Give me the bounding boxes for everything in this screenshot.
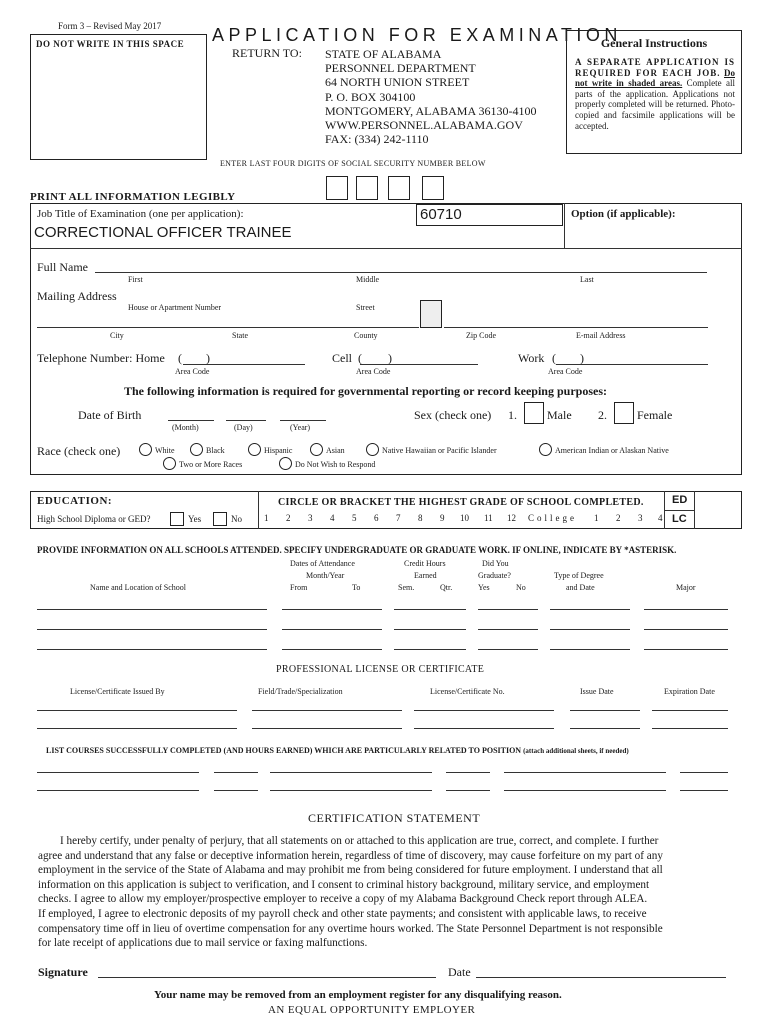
footer-disqualify: Your name may be removed from an employment register for any disqualifying reason. [154, 989, 562, 1001]
ged-no-checkbox[interactable] [213, 512, 227, 526]
circle-grade-label: CIRCLE OR BRACKET THE HIGHEST GRADE OF SCHOOL COMPLETED. [278, 497, 644, 508]
option-label: Option (if applicable): [571, 208, 676, 220]
license-title: PROFESSIONAL LICENSE OR CERTIFICATE [276, 664, 485, 675]
form-id: Form 3 – Revised May 2017 [58, 21, 162, 31]
instructions-title: General Instructions [600, 36, 708, 50]
form-title: APPLICATION FOR EXAMINATION [212, 25, 622, 45]
certification-text: I hereby certify, under penalty of perjury, that all statements on or attached to this application are true, correct, and complete. I further agree and understand that any false or deceptive information herein, regardless of time of discovery, may cause forfeiture on my part of any employment in the service of the State of Alabama and may prohibit me from being considered for future employment. I understand that all information on this application is subject to verification, and I consent to criminal history background, military service, and employment checks. I agree to allow my employer/prospective employer to receive a copy of my Alabama Background Check report through ALEA. If employed, I agree to electronic deposits of my payroll check and other state payments; and consistent with applicable laws, to receive compensatory time off in lieu of overtime compensation for any overtime hours worked. The State Personnel Department is not responsible for late receipt of applications due to mail service or faxing malfunctions. [38, 835, 663, 950]
race-native-hawaiian-radio[interactable] [366, 443, 379, 456]
race-label: Race (check one) [37, 444, 121, 458]
do-not-write-label: DO NOT WRITE IN THIS SPACE [36, 39, 185, 49]
return-to-label: RETURN TO: [232, 46, 302, 60]
ssn-digit-2[interactable] [356, 176, 378, 200]
race-do-not-wish-radio[interactable] [279, 457, 292, 470]
dob-month-line[interactable] [168, 420, 214, 421]
phone-work-line[interactable] [556, 364, 708, 365]
phone-home-label: Telephone Number: Home [37, 351, 165, 365]
full-name-label: Full Name [37, 260, 88, 274]
race-hispanic-radio[interactable] [248, 443, 261, 456]
race-american-indian-radio[interactable] [539, 443, 552, 456]
dob-day-line[interactable] [226, 420, 266, 421]
provide-schools-label: PROVIDE INFORMATION ON ALL SCHOOLS ATTENDED. SPECIFY UNDERGRADUATE OR GRADUATE WORK. IF ONLINE, INDICATE BY *ASTERISK. [37, 545, 677, 555]
race-black-radio[interactable] [190, 443, 203, 456]
courses-label: LIST COURSES SUCCESSFULLY COMPLETED (AND HOURS EARNED) WHICH ARE PARTICULARLY RELATED TO POSITION (attach additional sheets, if needed) [46, 746, 629, 755]
full-name-line[interactable] [95, 272, 707, 273]
sex-female-checkbox[interactable] [614, 402, 634, 424]
race-two-or-more-radio[interactable] [163, 457, 176, 470]
job-title-label: Job Title of Examination (one per application): [37, 208, 244, 220]
address-line[interactable] [37, 327, 419, 328]
instructions-text: A SEPARATE APPLICATION IS REQUIRED FOR EACH JOB. Do not write in shaded areas. Complete all parts of the application. Applications not properly completed will be returned. Photo-copied and facsimile applications will be accepted. [575, 57, 735, 131]
footer-eoe: AN EQUAL OPPORTUNITY EMPLOYER [268, 1004, 476, 1016]
return-address: STATE OF ALABAMA PERSONNEL DEPARTMENT 64 NORTH UNION STREET P. O. BOX 304100 MONTGOMERY, ALABAMA 36130-4100 WWW.PERSONNEL.ALABAMA.GOV FAX: (334) 242-1110 [325, 47, 537, 147]
job-code: 60710 [420, 206, 462, 223]
do-not-write-box [30, 34, 207, 160]
phone-home-line[interactable] [183, 364, 305, 365]
ssn-label: ENTER LAST FOUR DIGITS OF SOCIAL SECURITY NUMBER BELOW [220, 159, 486, 168]
sex-label: Sex (check one) [414, 408, 492, 422]
signature-label: Signature [38, 965, 88, 979]
mailing-address-label: Mailing Address [37, 289, 117, 303]
sex-male-checkbox[interactable] [524, 402, 544, 424]
race-asian-radio[interactable] [310, 443, 323, 456]
phone-work-label: Work [518, 351, 545, 365]
ssn-digit-4[interactable] [422, 176, 444, 200]
signature-line[interactable] [98, 977, 436, 978]
phone-cell-line[interactable] [360, 364, 478, 365]
ssn-digit-1[interactable] [326, 176, 348, 200]
ged-yes-checkbox[interactable] [170, 512, 184, 526]
general-instructions-box [566, 30, 742, 154]
certification-title: CERTIFICATION STATEMENT [308, 811, 481, 825]
print-legibly: PRINT ALL INFORMATION LEGIBLY [30, 191, 236, 203]
education-label: EDUCATION: [37, 495, 113, 507]
job-title-value[interactable]: CORRECTIONAL OFFICER TRAINEE [34, 224, 292, 241]
dob-year-line[interactable] [280, 420, 326, 421]
county-shaded-box [420, 300, 442, 328]
gov-notice: The following information is required for governmental reporting or record keeping purposes: [124, 384, 607, 398]
date-line[interactable] [476, 977, 726, 978]
date-label: Date [448, 965, 471, 979]
race-white-radio[interactable] [139, 443, 152, 456]
ssn-digit-3[interactable] [388, 176, 410, 200]
phone-cell-label: Cell [332, 351, 352, 365]
personal-info-section [30, 203, 742, 475]
dob-label: Date of Birth [78, 408, 142, 422]
